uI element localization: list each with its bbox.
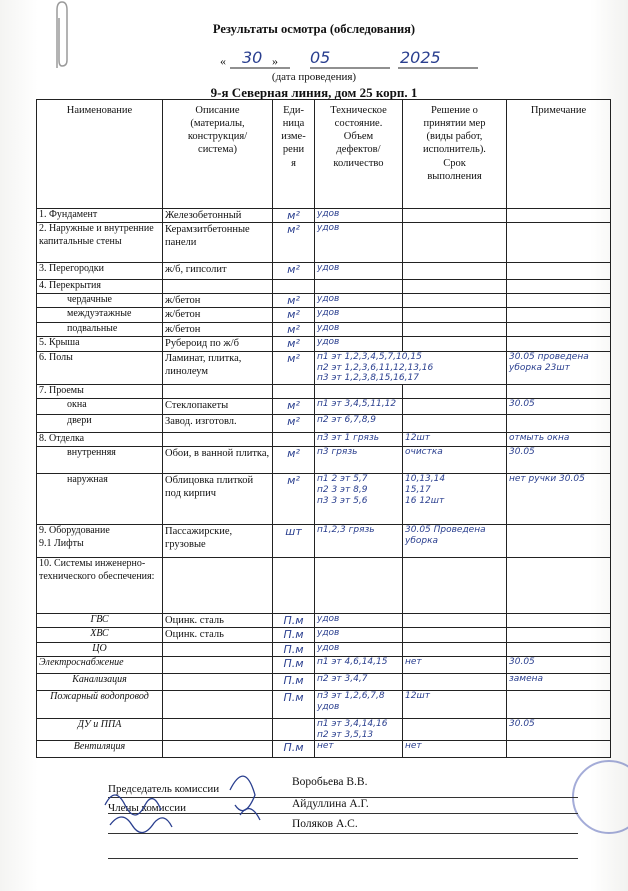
row-note (507, 385, 611, 399)
row-note: 30.05 (507, 399, 611, 415)
row-note: замена (507, 673, 611, 690)
row-unit: П.м (273, 673, 315, 690)
row-name: подвальные (37, 322, 163, 336)
row-note (507, 525, 611, 558)
row-name: междуэтажные (37, 308, 163, 322)
table-row (37, 558, 611, 614)
row-unit: м² (273, 351, 315, 384)
row-decision (403, 415, 507, 433)
row-name: ЦО (37, 642, 163, 656)
table-row (37, 294, 611, 308)
row-decision (403, 336, 507, 351)
row-unit: м² (273, 447, 315, 474)
row-unit (273, 433, 315, 447)
row-unit: м² (273, 415, 315, 433)
row-note (507, 614, 611, 628)
inspection-date: « 30 » 05 2025 (200, 52, 500, 72)
row-desc: ж/бетон (163, 294, 273, 308)
row-unit: шт (273, 525, 315, 558)
row-unit: П.м (273, 690, 315, 718)
row-desc (163, 673, 273, 690)
row-state: п3 грязь (315, 447, 403, 474)
table-row (37, 223, 611, 263)
row-desc: Рубероид по ж/б (163, 336, 273, 351)
row-unit: м² (273, 209, 315, 223)
row-note (507, 558, 611, 614)
row-note (507, 628, 611, 642)
row-desc: Пассажирские, грузовые (163, 525, 273, 558)
row-note (507, 294, 611, 308)
date-underline (220, 66, 480, 70)
row-name: двери (37, 415, 163, 433)
row-note (507, 336, 611, 351)
row-name: Пожарный водопровод (37, 690, 163, 718)
row-unit: П.м (273, 628, 315, 642)
row-name: 9. Оборудование 9.1 Лифты (37, 525, 163, 558)
row-unit: м² (273, 223, 315, 263)
row-unit: м² (273, 336, 315, 351)
table-row (37, 447, 611, 474)
row-note: 30.05 проведена уборка 23шт (507, 351, 611, 384)
row-state: удов (315, 336, 403, 351)
row-note (507, 690, 611, 718)
table-row (37, 336, 611, 351)
table-row (37, 673, 611, 690)
row-note (507, 223, 611, 263)
row-decision (403, 673, 507, 690)
row-decision: 12шт (403, 690, 507, 718)
signature-line (108, 858, 578, 859)
row-unit (273, 718, 315, 741)
table-row (37, 209, 611, 223)
row-decision: нет (403, 656, 507, 673)
row-decision: 10,13,14 15,17 16 12шт (403, 474, 507, 525)
table-header-row (37, 100, 611, 209)
row-note (507, 322, 611, 336)
row-desc (163, 385, 273, 399)
row-name: Вентиляция (37, 741, 163, 758)
row-state: удов (315, 308, 403, 322)
row-decision (403, 223, 507, 263)
row-decision: очистка (403, 447, 507, 474)
row-name: 8. Отделка (37, 433, 163, 447)
row-name: окна (37, 399, 163, 415)
row-name: ДУ и ППА (37, 718, 163, 741)
row-name: 10. Системы инженерно-технического обеспечения: (37, 558, 163, 614)
row-desc: Оцинк. сталь (163, 614, 273, 628)
row-state: п1 эт 3,4,5,11,12 (315, 399, 403, 415)
row-state: п3 эт 1,2,6,7,8 удов (315, 690, 403, 718)
table-row (37, 474, 611, 525)
row-decision (403, 280, 507, 294)
row-desc: Облицовка плиткой под кирпич (163, 474, 273, 525)
table-row (37, 433, 611, 447)
row-desc (163, 656, 273, 673)
row-name: чердачные (37, 294, 163, 308)
col-header-note: Примечание (507, 100, 611, 209)
row-desc: Керамзитбетонные панели (163, 223, 273, 263)
row-decision (403, 558, 507, 614)
row-decision (403, 209, 507, 223)
row-desc (163, 718, 273, 741)
col-header-name: Наименование (37, 100, 163, 209)
row-state: удов (315, 263, 403, 280)
col-header-state: Техническое состояние. Объем дефектов/ количество (315, 100, 403, 209)
document-title: Результаты осмотра (обследования) (212, 22, 416, 36)
table-row (37, 642, 611, 656)
row-unit (273, 280, 315, 294)
date-month: 05 (310, 48, 331, 67)
table-row (37, 525, 611, 558)
col-header-desc: Описание (материалы, конструкция/ система) (163, 100, 273, 209)
row-name: ХВС (37, 628, 163, 642)
date-day: 30 (242, 48, 263, 67)
table-row (37, 322, 611, 336)
row-name: 2. Наружные и внутренние капитальные стены (37, 223, 163, 263)
row-note: 30.05 (507, 656, 611, 673)
chair-name: Воробьева В.В. (292, 776, 368, 788)
row-decision (403, 322, 507, 336)
row-desc: Ламинат, плитка, линолеум (163, 351, 273, 384)
row-note: 30.05 (507, 718, 611, 741)
row-desc: ж/бетон (163, 322, 273, 336)
row-state: удов (315, 294, 403, 308)
row-unit: П.м (273, 741, 315, 758)
row-unit: П.м (273, 614, 315, 628)
row-name: внутренняя (37, 447, 163, 474)
table-row (37, 614, 611, 628)
row-name: 6. Полы (37, 351, 163, 384)
chair-label: Председатель комиссии (108, 783, 220, 795)
row-state: п1 эт 3,4,14,16 п2 эт 3,5,13 (315, 718, 403, 741)
row-state: удов (315, 223, 403, 263)
row-state: удов (315, 322, 403, 336)
row-note (507, 308, 611, 322)
row-note: 30.05 (507, 447, 611, 474)
row-state (315, 558, 403, 614)
row-desc (163, 690, 273, 718)
row-name: 1. Фундамент (37, 209, 163, 223)
row-desc (163, 558, 273, 614)
row-unit: м² (273, 399, 315, 415)
members-label: Члены комиссии (108, 802, 187, 814)
row-unit: м² (273, 308, 315, 322)
row-decision (403, 718, 507, 741)
row-state: удов (315, 642, 403, 656)
row-desc: Оцинк. сталь (163, 628, 273, 642)
row-unit: П.м (273, 656, 315, 673)
row-state: п2 эт 6,7,8,9 (315, 415, 403, 433)
table-row (37, 263, 611, 280)
row-state: удов (315, 628, 403, 642)
row-state: п2 эт 3,4,7 (315, 673, 403, 690)
table-row (37, 308, 611, 322)
row-unit: П.м (273, 642, 315, 656)
row-state: п1,2,3 грязь (315, 525, 403, 558)
row-desc (163, 642, 273, 656)
table-row (37, 718, 611, 741)
row-name: наружная (37, 474, 163, 525)
member-name-1: Айдуллина А.Г. (292, 798, 369, 810)
row-name: 5. Крыша (37, 336, 163, 351)
row-state: удов (315, 614, 403, 628)
row-desc: Стеклопакеты (163, 399, 273, 415)
row-unit (273, 558, 315, 614)
row-decision: нет (403, 741, 507, 758)
row-decision (403, 385, 507, 399)
organization-stamp (572, 760, 628, 834)
row-decision (403, 308, 507, 322)
row-note (507, 280, 611, 294)
row-name: 7. Проемы (37, 385, 163, 399)
row-decision (403, 399, 507, 415)
row-decision (403, 628, 507, 642)
row-note (507, 741, 611, 758)
table-row (37, 628, 611, 642)
table-row (37, 415, 611, 433)
row-decision: 12шт (403, 433, 507, 447)
row-state (315, 385, 403, 399)
row-note: отмыть окна (507, 433, 611, 447)
col-header-decision: Решение о принятии мер (виды работ, исполнитель). Срок выполнения (403, 100, 507, 209)
row-name: 3. Перегородки (37, 263, 163, 280)
row-state: п1 2 эт 5,7 п2 3 эт 8,9 п3 3 эт 5,6 (315, 474, 403, 525)
row-desc (163, 741, 273, 758)
row-state: п1 эт 1,2,3,4,5,7,10,15 п2 эт 1,2,3,6,11,12,13,16 п3 эт 1,2,3,8,15,16,17 (315, 351, 507, 384)
building-address: 9-я Северная линия, дом 25 корп. 1 (210, 85, 418, 100)
row-unit: м² (273, 294, 315, 308)
table-row (37, 399, 611, 415)
row-unit: м² (273, 322, 315, 336)
table-row (37, 656, 611, 673)
row-decision (403, 294, 507, 308)
row-desc: Железобетонный (163, 209, 273, 223)
table-row (37, 741, 611, 758)
inspection-table (36, 99, 611, 758)
row-name: Электроснабжение (37, 656, 163, 673)
col-header-unit: Еди- ница изме- рени я (273, 100, 315, 209)
row-desc (163, 280, 273, 294)
row-decision (403, 642, 507, 656)
row-desc: ж/б, гипсолит (163, 263, 273, 280)
row-state: п1 эт 4,6,14,15 (315, 656, 403, 673)
row-desc (163, 433, 273, 447)
row-note: нет ручки 30.05 (507, 474, 611, 525)
row-desc: Завод. изготовл. (163, 415, 273, 433)
row-state: п3 эт 1 грязь (315, 433, 403, 447)
table-row (37, 385, 611, 399)
row-name: ГВС (37, 614, 163, 628)
row-note (507, 415, 611, 433)
table-row (37, 351, 611, 384)
row-unit: м² (273, 263, 315, 280)
row-note (507, 209, 611, 223)
row-unit: м² (273, 474, 315, 525)
row-decision: 30.05 Проведена уборка (403, 525, 507, 558)
row-state (315, 280, 403, 294)
table-row (37, 690, 611, 718)
row-note (507, 642, 611, 656)
row-decision (403, 614, 507, 628)
date-caption: (дата проведения) (271, 71, 357, 83)
row-name: Канализация (37, 673, 163, 690)
table-row (37, 280, 611, 294)
date-year: 2025 (400, 48, 441, 67)
row-unit (273, 385, 315, 399)
member-name-2: Поляков А.С. (292, 818, 358, 830)
row-decision (403, 263, 507, 280)
handwritten-signatures (100, 770, 270, 840)
row-desc: Обои, в ванной плитка, (163, 447, 273, 474)
row-state: нет (315, 741, 403, 758)
row-desc: ж/бетон (163, 308, 273, 322)
row-name: 4. Перекрытия (37, 280, 163, 294)
row-note (507, 263, 611, 280)
row-state: удов (315, 209, 403, 223)
